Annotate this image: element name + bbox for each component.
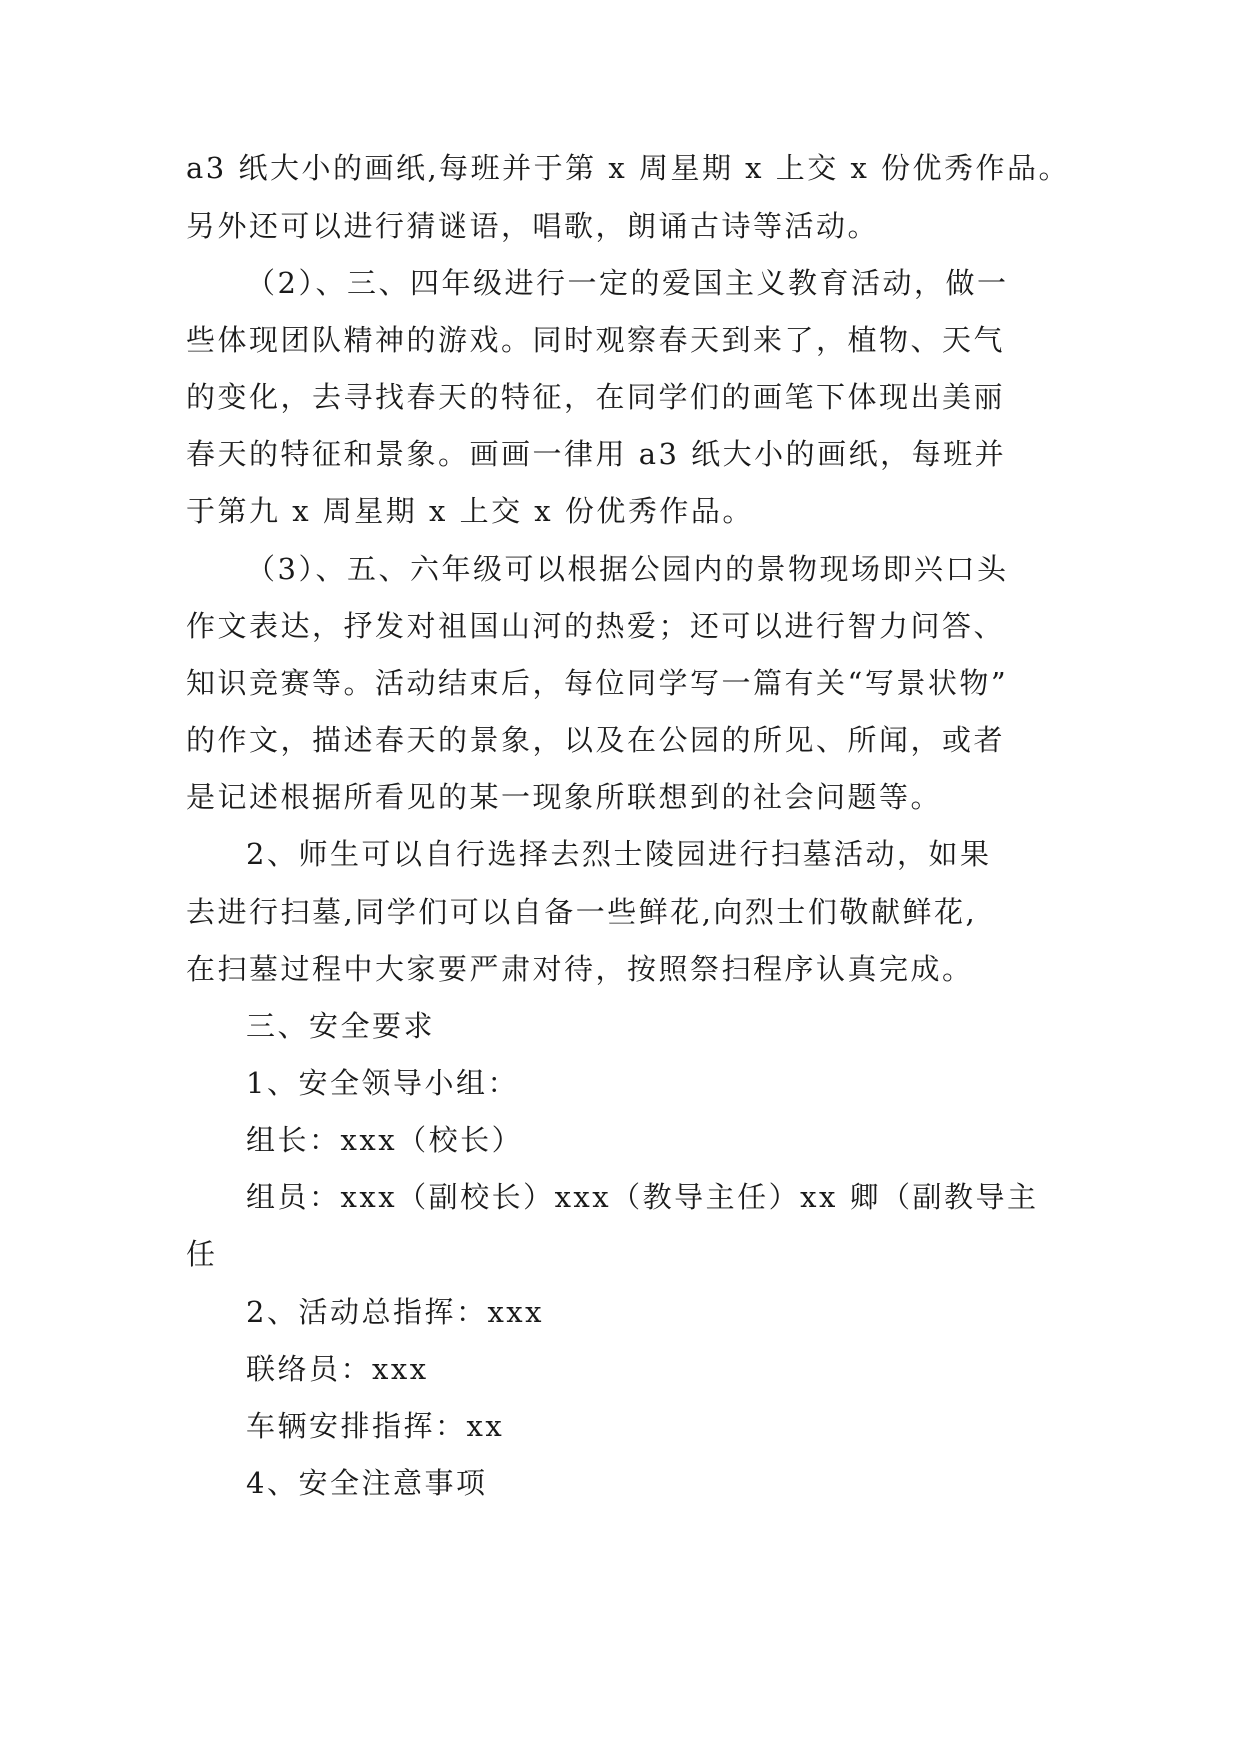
paragraph-line: 是记述根据所看见的某一现象所联想到的社会问题等。 — [186, 780, 943, 814]
paragraph-line: 的作文，描述春天的景象，以及在公园的所见、所闻，或者 — [186, 723, 1006, 757]
paragraph-line: 的变化，去寻找春天的特征，在同学们的画笔下体现出美丽 — [186, 380, 1006, 414]
paragraph-line: 在扫墓过程中大家要严肃对待，按照祭扫程序认真完成。 — [186, 952, 974, 986]
paragraph-line: 另外还可以进行猜谜语，唱歌，朗诵古诗等活动。 — [186, 209, 880, 243]
paragraph-line: 去进行扫墓,同学们可以自备一些鲜花,向烈士们敬献鲜花, — [186, 895, 978, 929]
paragraph-line: 春天的特征和景象。画画一律用 a3 纸大小的画纸，每班并 — [186, 437, 1007, 471]
paragraph-line: 组员：xxx（副校长）xxx（教导主任）xx 卿（副教导主 — [246, 1180, 1039, 1214]
paragraph-line: 2、活动总指挥：xxx — [246, 1295, 545, 1329]
paragraph-line: 于第九 x 周星期 x 上交 x 份优秀作品。 — [186, 494, 754, 528]
section-heading: 三、安全要求 — [246, 1009, 436, 1043]
paragraph-line: 任 — [186, 1237, 218, 1271]
paragraph-line: 4、安全注意事项 — [246, 1466, 488, 1500]
paragraph-line: （2）、三、四年级进行一定的爱国主义教育活动，做一 — [246, 266, 1009, 300]
paragraph-line: 1、安全领导小组： — [246, 1066, 519, 1100]
paragraph-line: 组长：xxx（校长） — [246, 1123, 524, 1157]
paragraph-line: 知识竞赛等。活动结束后，每位同学写一篇有关“写景状物” — [186, 666, 1009, 700]
paragraph-line: 2、师生可以自行选择去烈士陵园进行扫墓活动，如果 — [246, 837, 992, 871]
paragraph-line: 些体现团队精神的游戏。同时观察春天到来了，植物、天气 — [186, 323, 1006, 357]
paragraph-line: 作文表达，抒发对祖国山河的热爱；还可以进行智力问答、 — [186, 609, 1006, 643]
paragraph-line: a3 纸大小的画纸,每班并于第 x 周星期 x 上交 x 份优秀作品。 — [186, 151, 1071, 185]
paragraph-line: （3）、五、六年级可以根据公园内的景物现场即兴口头 — [246, 552, 1009, 586]
paragraph-line: 车辆安排指挥：xx — [246, 1409, 505, 1443]
paragraph-line: 联络员：xxx — [246, 1352, 429, 1386]
